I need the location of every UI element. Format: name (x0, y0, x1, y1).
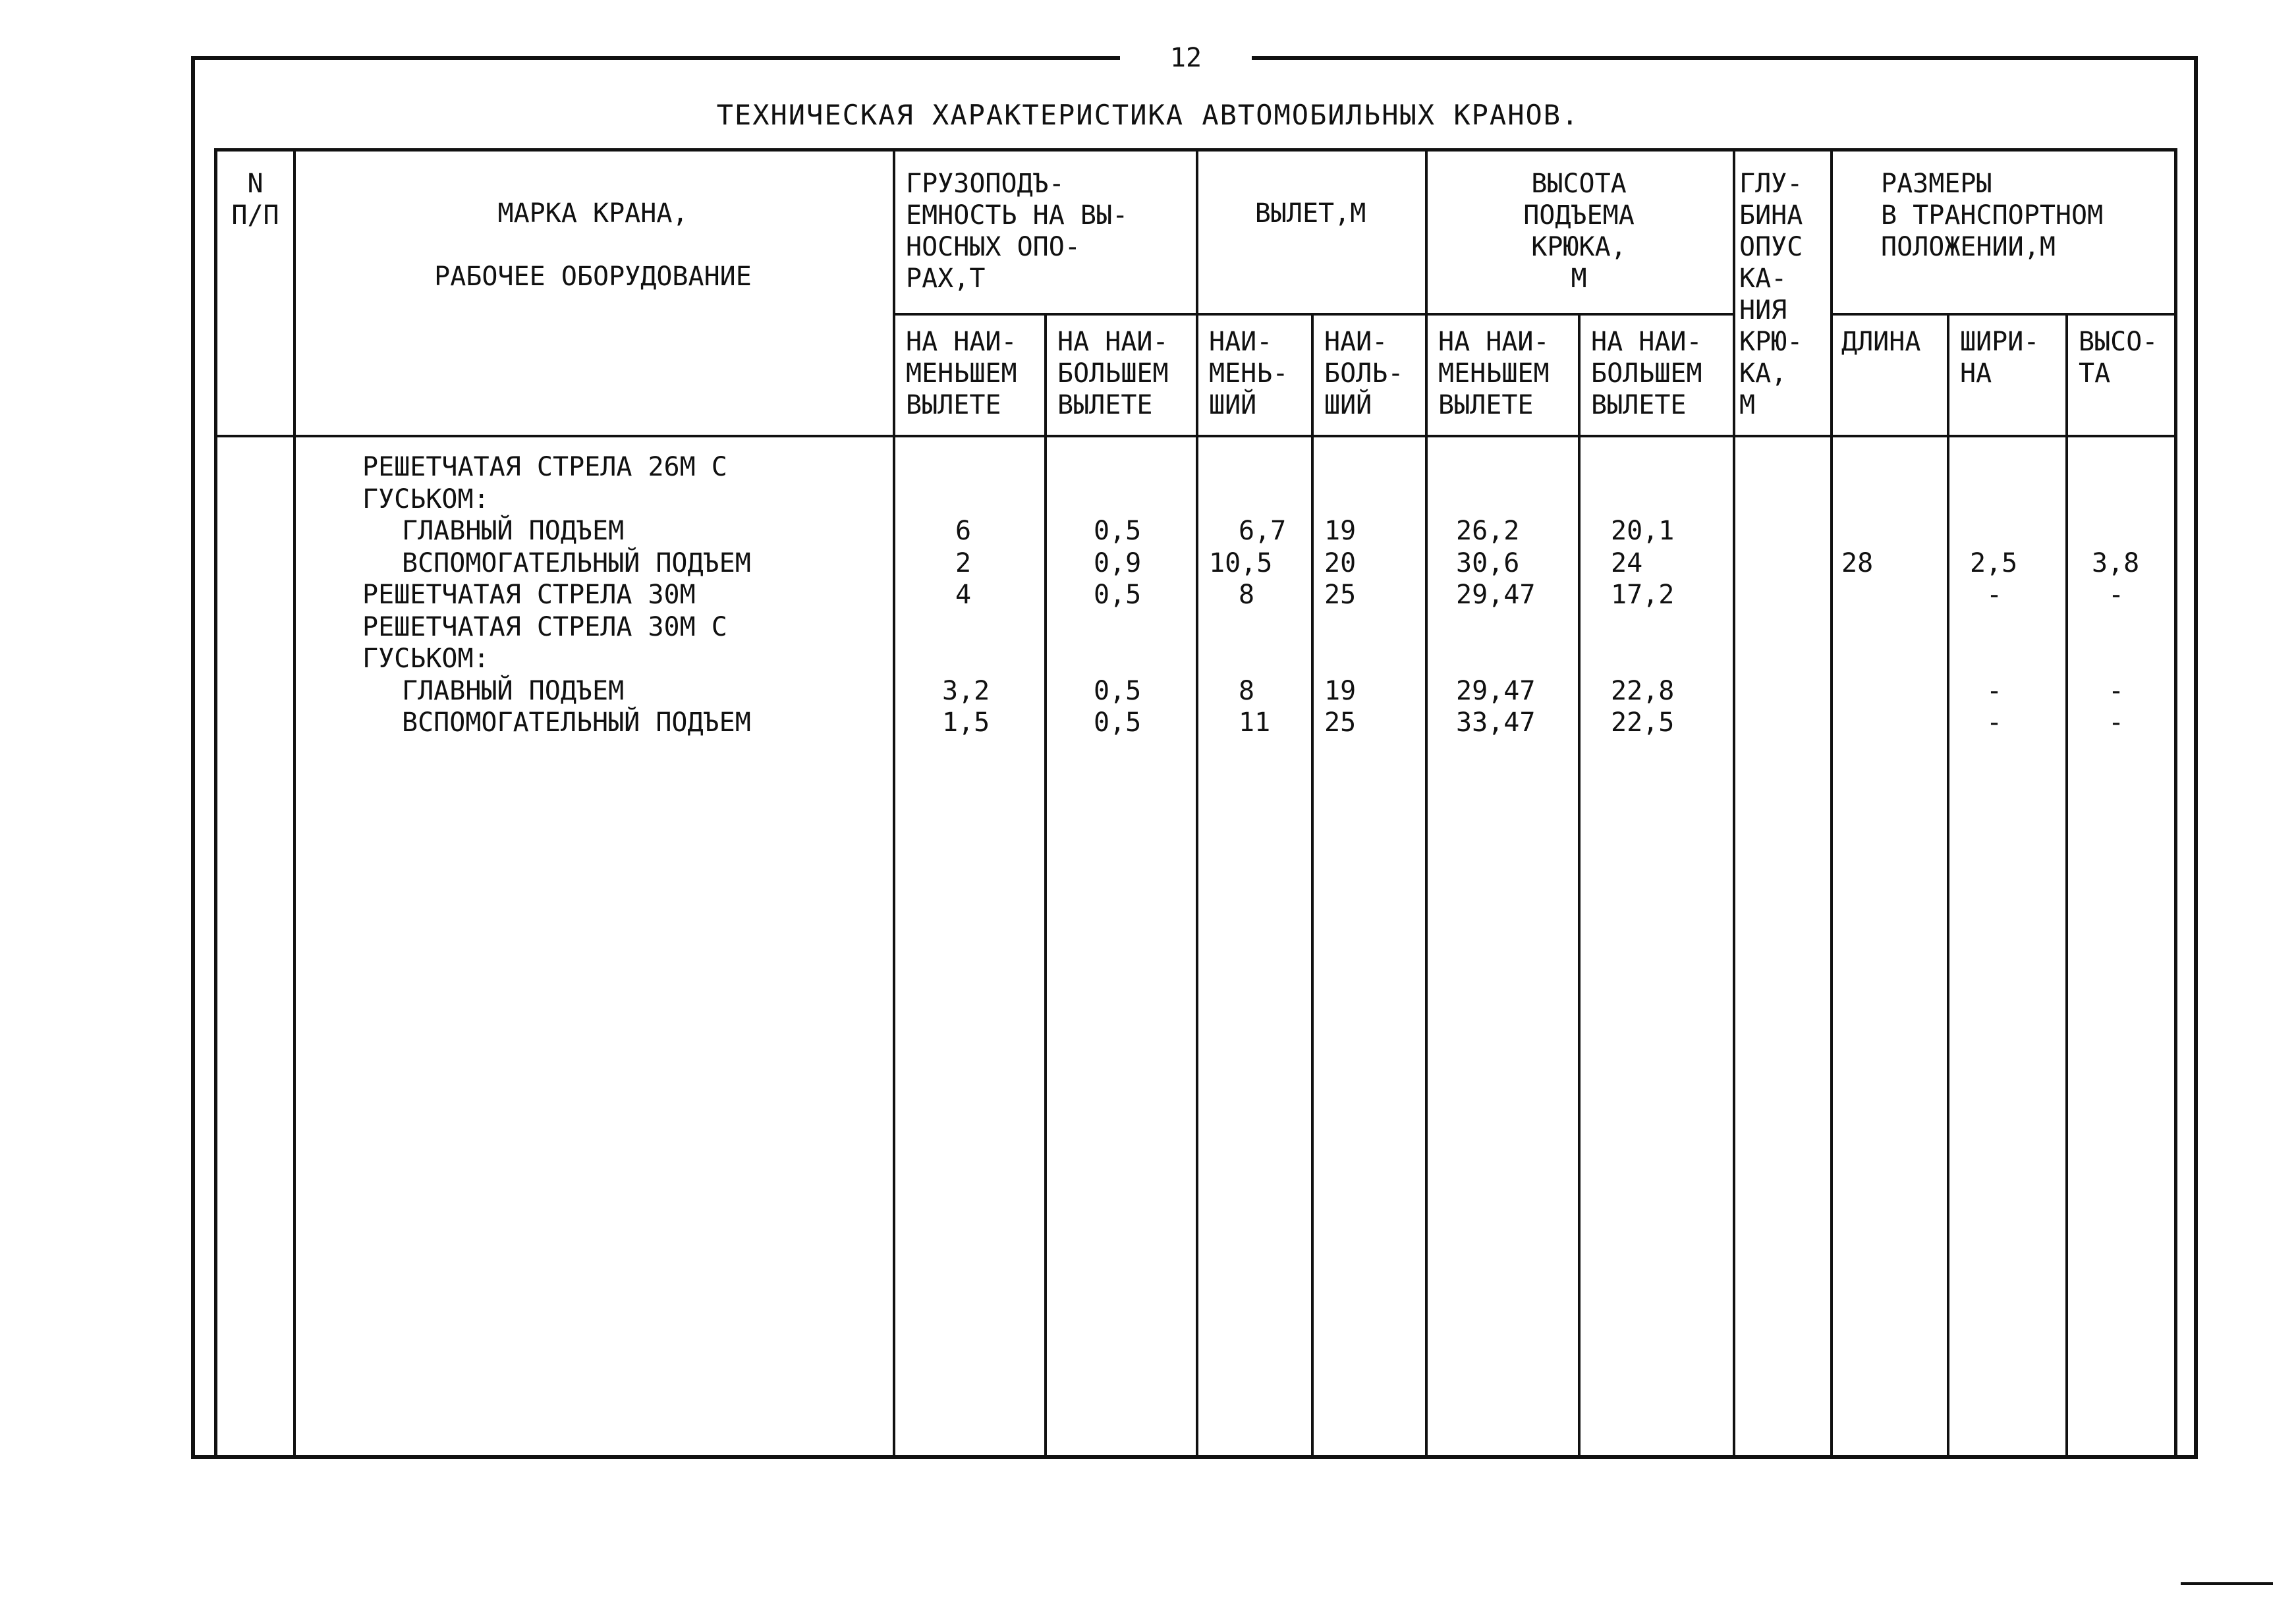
footer-dash (2181, 1582, 2273, 1585)
cell-hook-min: 29,47 (1456, 675, 1536, 706)
page-number: 12 (1120, 38, 1252, 78)
row-label: ГЛАВНЫЙ ПОДЪЕМ (402, 675, 625, 706)
header-capacity: ГРУЗОПОДЪ- ЕМНОСТЬ НА ВЫ- НОСНЫХ ОПО- РАХ,Т (906, 169, 1129, 294)
row-label: ГЛАВНЫЙ ПОДЪЕМ (402, 516, 625, 546)
col-line (2065, 313, 2068, 1459)
header-hook-max: НА НАИ- БОЛЬШЕМ ВЫЛЕТЕ (1591, 327, 1702, 420)
document-title: ТЕХНИЧЕСКАЯ ХАРАКТЕРИСТИКА АВТОМОБИЛЬНЫХ КРАНОВ. (716, 99, 1580, 131)
cell-height: 3,8 (2092, 547, 2140, 578)
header-dims: РАЗМЕРЫ В ТРАНСПОРТНОМ ПОЛОЖЕНИИ,М (1881, 169, 2104, 262)
cell-width: 2,5 (1970, 547, 2018, 578)
row-label: ВСПОМОГАТЕЛЬНЫЙ ПОДЪЕМ (402, 707, 751, 738)
header-depth: ГЛУ- БИНА ОПУС КА- НИЯ КРЮ- КА, М (1739, 169, 1803, 420)
cell-cap-max: 0,5 (1094, 675, 1142, 706)
header-bottom-line (217, 435, 2177, 437)
col-line (1578, 313, 1581, 1459)
cell-hook-max: 24 (1611, 547, 1643, 578)
cell-height: - (2108, 580, 2125, 610)
cell-hook-max: 20,1 (1611, 516, 1675, 546)
cell-reach-max: 19 (1324, 516, 1357, 546)
header-hook-height: ВЫСОТА ПОДЪЕМА КРЮКА, М (1523, 169, 1635, 294)
subheader-line (1830, 313, 2177, 316)
col-line (1947, 313, 1949, 1459)
cell-hook-min: 29,47 (1456, 580, 1536, 610)
cell-length: 28 (1841, 547, 1874, 578)
subheader-line (893, 313, 1733, 316)
cell-reach-min: 11 (1239, 707, 1271, 738)
cell-hook-min: 33,47 (1456, 707, 1536, 738)
row-label: ГУСЬКОМ: (362, 483, 490, 514)
row-label: РЕШЕТЧАТАЯ СТРЕЛА 30М (362, 580, 696, 610)
cell-width: - (1986, 675, 2003, 706)
col-line (1733, 152, 1735, 1459)
cell-hook-max: 17,2 (1611, 580, 1675, 610)
cell-width: - (1986, 707, 2003, 738)
row-label: ГУСЬКОМ: (362, 644, 490, 674)
spec-table (214, 148, 2177, 1459)
cell-reach-min: 6,7 (1239, 516, 1287, 546)
row-label: РЕШЕТЧАТАЯ СТРЕЛА 26М С (362, 452, 727, 482)
header-cap-max: НА НАИ- БОЛЬШЕМ ВЫЛЕТЕ (1057, 327, 1169, 420)
header-length: ДЛИНА (1841, 327, 1921, 357)
cell-hook-min: 26,2 (1456, 516, 1520, 546)
cell-reach-max: 19 (1324, 675, 1357, 706)
header-height: ВЫСО- ТА (2079, 327, 2158, 389)
col-line (1311, 313, 1314, 1459)
header-hook-min: НА НАИ- МЕНЬШЕМ ВЫЛЕТЕ (1438, 327, 1550, 420)
cell-cap-max: 0,5 (1094, 707, 1142, 738)
cell-cap-min: 1,5 (942, 707, 990, 738)
cell-cap-max: 0,5 (1094, 516, 1142, 546)
cell-reach-max: 25 (1324, 580, 1357, 610)
col-line (893, 152, 895, 1459)
header-width: ШИРИ- НА (1960, 327, 2040, 389)
header-cap-min: НА НАИ- МЕНЬШЕМ ВЫЛЕТЕ (906, 327, 1017, 420)
cell-cap-min: 6 (955, 516, 972, 546)
cell-height: - (2108, 707, 2125, 738)
col-line (1830, 152, 1833, 1459)
col-line (1425, 152, 1428, 1459)
col-line (1196, 152, 1198, 1459)
header-mark: МАРКА КРАНА, РАБОЧЕЕ ОБОРУДОВАНИЕ (434, 198, 752, 292)
cell-hook-max: 22,5 (1611, 707, 1675, 738)
header-reach: ВЫЛЕТ,М (1254, 198, 1366, 229)
cell-cap-min: 4 (955, 580, 972, 610)
row-label: ВСПОМОГАТЕЛЬНЫЙ ПОДЪЕМ (402, 547, 751, 578)
header-reach-max: НАИ- БОЛЬ- ШИЙ (1324, 327, 1404, 420)
cell-reach-min: 10,5 (1209, 547, 1273, 578)
cell-cap-min: 3,2 (942, 675, 990, 706)
cell-reach-max: 25 (1324, 707, 1357, 738)
col-line (1044, 313, 1047, 1459)
cell-hook-min: 30,6 (1456, 547, 1520, 578)
cell-cap-max: 0,9 (1094, 547, 1142, 578)
cell-width: - (1986, 580, 2003, 610)
cell-cap-min: 2 (955, 547, 972, 578)
col-line (293, 152, 296, 1459)
cell-hook-max: 22,8 (1611, 675, 1675, 706)
header-num: N П/П (231, 169, 279, 231)
header-reach-min: НАИ- МЕНЬ- ШИЙ (1209, 327, 1289, 420)
cell-cap-max: 0,5 (1094, 580, 1142, 610)
cell-height: - (2108, 675, 2125, 706)
cell-reach-max: 20 (1324, 547, 1357, 578)
row-label: РЕШЕТЧАТАЯ СТРЕЛА 30М С (362, 611, 727, 642)
cell-reach-min: 8 (1239, 675, 1255, 706)
cell-reach-min: 8 (1239, 580, 1255, 610)
